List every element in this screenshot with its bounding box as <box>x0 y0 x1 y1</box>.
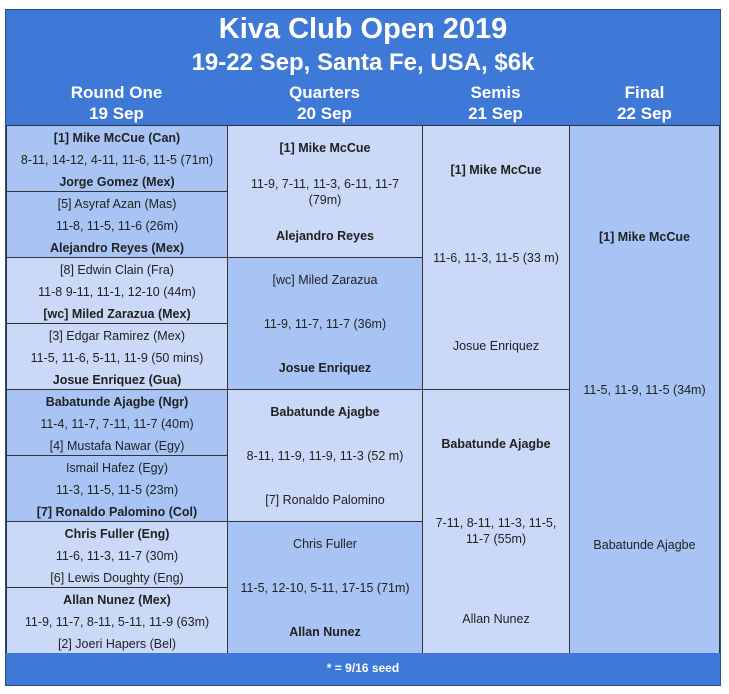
player-1: Chris Fuller <box>293 537 357 551</box>
player-2: [7] Ronaldo Palomino <box>265 493 385 507</box>
match-score: 11-9, 11-7, 11-7 (36m) <box>263 317 387 331</box>
match-score: 8-11, 14-12, 4-11, 11-6, 11-5 (71m) <box>20 153 214 167</box>
player-1: [8] Edwin Clain (Fra) <box>60 263 174 277</box>
player-2: Babatunde Ajagbe <box>593 538 696 552</box>
column-date: 19 Sep <box>89 104 144 123</box>
player-2: [7] Ronaldo Palomino (Col) <box>36 505 198 519</box>
match-score-duration: (79m) <box>308 193 342 207</box>
player-2: [wc] Miled Zarazua (Mex) <box>43 307 191 321</box>
player-2: Allan Nunez <box>462 612 530 626</box>
match-score: 11-3, 11-5, 11-5 (23m) <box>55 483 179 497</box>
column-header-final <box>569 82 720 124</box>
round-one-match-2 <box>6 191 228 258</box>
match-score: 11-5, 11-6, 5-11, 11-9 (50 mins) <box>30 351 204 365</box>
match-score: 11-8 9-11, 11-1, 12-10 (44m) <box>38 285 196 299</box>
round-one-match-6 <box>6 455 228 522</box>
final-match <box>569 125 720 654</box>
semis-match-1 <box>422 125 570 390</box>
round-one-match-3 <box>6 257 228 324</box>
column-name: Quarters <box>289 83 360 102</box>
player-1: Ismail Hafez (Egy) <box>65 461 169 475</box>
player-1: Chris Fuller (Eng) <box>64 527 170 541</box>
match-score: 11-5, 11-9, 11-5 (34m) <box>583 383 706 397</box>
match-score: 11-9, 11-7, 8-11, 5-11, 11-9 (63m) <box>24 615 210 629</box>
quarters-match-4 <box>227 521 423 654</box>
column-date: 22 Sep <box>617 104 672 123</box>
player-1: [1] Mike McCue <box>279 141 371 155</box>
column-name: Final <box>624 83 665 102</box>
player-2: [6] Lewis Doughty (Eng) <box>50 571 184 585</box>
match-score: 11-6, 11-3, 11-7 (30m) <box>55 549 179 563</box>
quarters-match-3 <box>227 389 423 522</box>
player-2: Alejandro Reyes (Mex) <box>49 241 185 255</box>
player-2: [2] Joeri Hapers (Bel) <box>57 637 177 651</box>
column-name: Semis <box>470 83 521 102</box>
player-1: [5] Asyraf Azan (Mas) <box>57 197 177 211</box>
match-score: 11-5, 12-10, 5-11, 17-15 (71m) <box>240 581 410 595</box>
column-date: 20 Sep <box>297 104 352 123</box>
player-2: Alejandro Reyes <box>276 229 374 243</box>
player-1: Babatunde Ajagbe (Ngr) <box>45 395 189 409</box>
match-score: 11-8, 11-5, 11-6 (26m) <box>55 219 179 233</box>
player-1: Babatunde Ajagbe <box>270 405 380 419</box>
header <box>6 10 720 125</box>
player-2: Jorge Gomez (Mex) <box>59 175 175 189</box>
player-2: Josue Enriquez <box>278 361 372 375</box>
player-1: Allan Nunez (Mex) <box>63 593 171 607</box>
match-score-duration: 11-7 (55m) <box>465 532 527 546</box>
player-1: [1] Mike McCue (Can) <box>53 131 181 145</box>
draw-table <box>5 9 721 686</box>
column-header-semis <box>422 82 569 124</box>
round-one-match-4 <box>6 323 228 390</box>
player-1: [wc] Miled Zarazua <box>272 273 378 287</box>
round-one-match-7 <box>6 521 228 588</box>
column-name: Round One <box>70 83 163 102</box>
column-header-round-one <box>6 82 227 124</box>
semis-match-2 <box>422 389 570 654</box>
player-1: Babatunde Ajagbe <box>441 437 551 451</box>
footer-note: * = 9/16 seed <box>6 653 720 685</box>
player-1: [3] Edgar Ramirez (Mex) <box>48 329 186 343</box>
quarters-match-2 <box>227 257 423 390</box>
match-score: 11-9, 7-11, 11-3, 6-11, 11-7 <box>250 177 400 191</box>
player-2: [4] Mustafa Nawar (Egy) <box>49 439 185 453</box>
player-1: [1] Mike McCue <box>450 163 542 177</box>
column-header-quarters <box>227 82 422 124</box>
page-subtitle: 19-22 Sep, Santa Fe, USA, $6k <box>191 49 535 76</box>
page-title: Kiva Club Open 2019 <box>218 13 508 45</box>
match-score: 11-4, 11-7, 7-11, 11-7 (40m) <box>40 417 194 431</box>
round-one-match-1 <box>6 125 228 192</box>
match-score: 8-11, 11-9, 11-9, 11-3 (52 m) <box>246 449 404 463</box>
player-2: Allan Nunez <box>289 625 361 639</box>
player-2: Josue Enriquez (Gua) <box>52 373 182 387</box>
match-score: 7-11, 8-11, 11-3, 11-5, <box>435 516 557 530</box>
quarters-match-1 <box>227 125 423 258</box>
round-one-match-5 <box>6 389 228 456</box>
match-score: 11-6, 11-3, 11-5 (33 m) <box>433 251 559 265</box>
round-one-match-8 <box>6 587 228 654</box>
player-1: [1] Mike McCue <box>599 230 690 244</box>
player-2: Josue Enriquez <box>452 339 540 353</box>
column-date: 21 Sep <box>468 104 523 123</box>
